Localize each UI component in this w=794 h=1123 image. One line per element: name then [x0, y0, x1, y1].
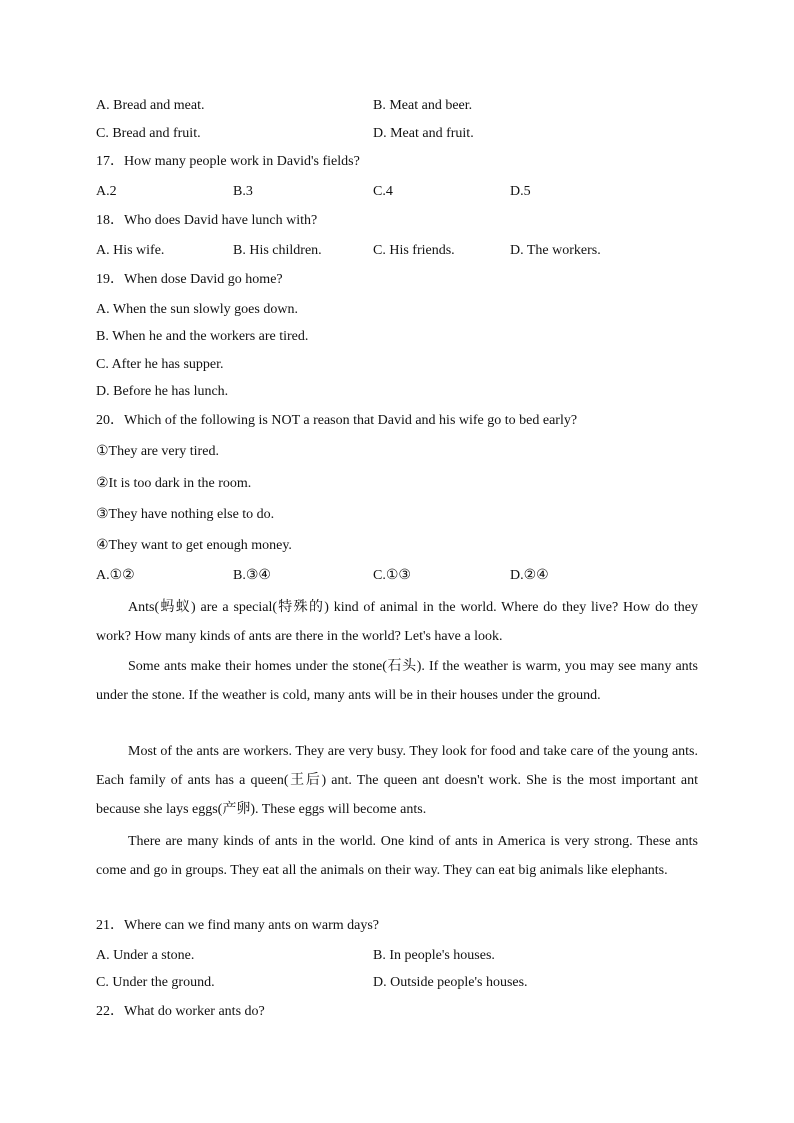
q20-option-c: C.①③: [373, 568, 411, 583]
q20-statement-3: ③They have nothing else to do.: [96, 507, 275, 522]
passage-paragraph-4: There are many kinds of ants in the world. One kind of ants in America is very strong. These ants come and go in groups. They eat all the animals on their way. They can eat big animals like elephants.: [96, 834, 698, 878]
q19-option-d: D. Before he has lunch.: [96, 384, 229, 399]
q18-option-d: D. The workers.: [510, 243, 601, 258]
q19-option-a: A. When the sun slowly goes down.: [96, 302, 298, 317]
q19-option-c: C. After he has supper.: [96, 357, 224, 372]
q21-option-a: A. Under a stone.: [96, 948, 195, 963]
q21-option-c: C. Under the ground.: [96, 975, 215, 990]
q17-option-c: C.4: [373, 184, 393, 199]
q17-option-b: B.3: [233, 184, 253, 199]
q16-option-d: D. Meat and fruit.: [373, 126, 474, 141]
q17-option-a: A.2: [96, 184, 117, 199]
passage-paragraph-1: Ants(蚂蚁) are a special(特殊的) kind of animal in the world. Where do they live? How do they work? How many kinds of ants are there in the world? Let's have a look.: [96, 600, 698, 644]
q18-question: 18．Who does David have lunch with?: [96, 213, 318, 228]
q20-statement-1: ①They are very tired.: [96, 444, 219, 459]
q16-option-b: B. Meat and beer.: [373, 98, 473, 113]
q21-option-b: B. In people's houses.: [373, 948, 495, 963]
q20-option-a: A.①②: [96, 568, 135, 583]
q19-option-b: B. When he and the workers are tired.: [96, 329, 309, 344]
q18-option-b: B. His children.: [233, 243, 322, 258]
q17-option-d: D.5: [510, 184, 531, 199]
q20-statement-2: ②It is too dark in the room.: [96, 476, 252, 491]
q16-option-c: C. Bread and fruit.: [96, 126, 201, 141]
q16-option-a: A. Bread and meat.: [96, 98, 205, 113]
q21-option-d: D. Outside people's houses.: [373, 975, 528, 990]
q17-question: 17．How many people work in David's fields?: [96, 154, 360, 169]
q20-statement-4: ④They want to get enough money.: [96, 538, 292, 553]
q21-question: 21．Where can we find many ants on warm days?: [96, 918, 380, 933]
q18-option-a: A. His wife.: [96, 243, 165, 258]
q22-question: 22．What do worker ants do?: [96, 1004, 265, 1019]
passage-paragraph-2: Some ants make their homes under the stone(石头). If the weather is warm, you may see many ants under the stone. If the weather is cold, many ants will be in their houses under the ground.: [96, 659, 698, 703]
q18-option-c: C. His friends.: [373, 243, 455, 258]
q20-question: 20．Which of the following is NOT a reason that David and his wife go to bed early?: [96, 413, 578, 428]
q20-option-d: D.②④: [510, 568, 549, 583]
q20-option-b: B.③④: [233, 568, 271, 583]
q19-question: 19．When dose David go home?: [96, 272, 283, 287]
passage-paragraph-3: Most of the ants are workers. They are very busy. They look for food and take care of the young ants. Each family of ants has a queen(王后) ant. The queen ant doesn't work. She is the most important ant because she lays eggs(产卵). These eggs will become ants.: [96, 744, 698, 817]
